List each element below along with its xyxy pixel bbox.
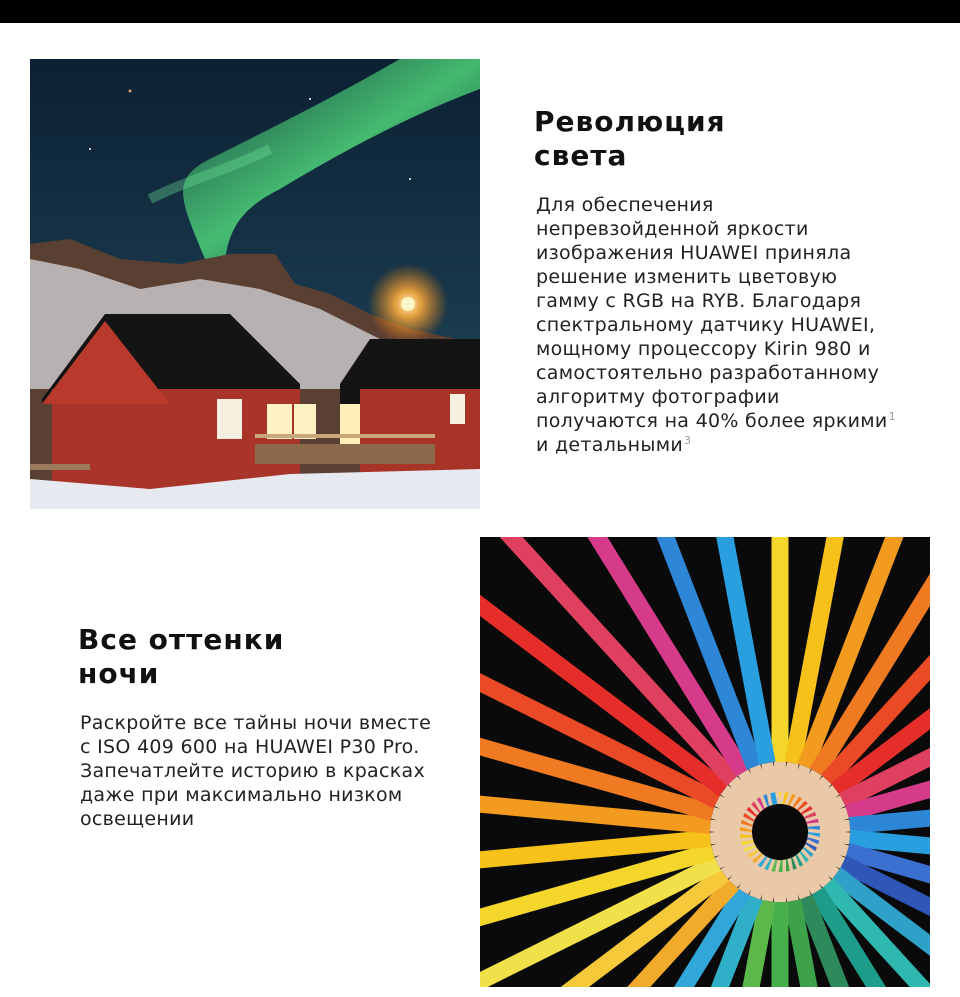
section2-heading (78, 623, 308, 691)
section1-heading-line1: Революция (534, 105, 726, 138)
section2-heading-line1: Все оттенки (78, 623, 285, 656)
pencil-center (758, 810, 802, 854)
aurora-cabins-photo (30, 59, 480, 509)
section1-paragraph (536, 193, 896, 457)
footnote-1[interactable]: 1 (888, 409, 896, 423)
section1-heading-line2: света (534, 139, 628, 172)
section2-paragraph: Раскройте все тайны ночи вместе с ISO 409 600 на HUAWEI P30 Pro. Запечатлейте историю в красках даже при максимально низком освещении (80, 712, 432, 830)
colored-pencils-photo (480, 537, 930, 987)
section1-paragraph-end: и детальными (536, 434, 683, 456)
pencil-lead (773, 793, 775, 805)
section1-heading (534, 105, 754, 173)
section2-heading-line2: ночи (78, 657, 160, 690)
top-bar (0, 0, 960, 23)
footnote-3[interactable]: 3 (683, 433, 692, 447)
section1-paragraph-text: Для обеспечения непревзойденной яркости изображения HUAWEI приняла решение изменить цветовую гамму с RGB на RYB. Благодаря спектральному датчику HUAWEI, мощному процессору Kirin 980 и самостоятельно разработанному алгоритму фотографии получаются на 40% более яркими (536, 194, 888, 432)
